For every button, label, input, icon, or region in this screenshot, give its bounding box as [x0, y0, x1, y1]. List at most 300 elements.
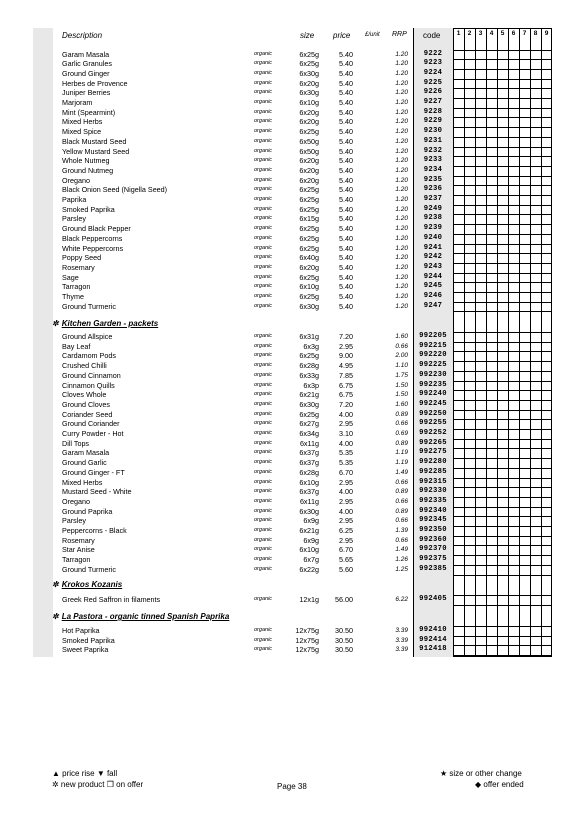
organic-label: organic: [254, 196, 273, 202]
product-description: Black Onion Seed (Nigella Seed): [62, 185, 168, 195]
product-code: 9232: [423, 146, 443, 155]
organic-label: organic: [254, 536, 273, 543]
grid-column-number: 9: [544, 30, 549, 37]
product-description: Smoked Paprika: [62, 635, 115, 645]
product-size: 6x20g: [299, 107, 319, 117]
grid-hline: [453, 311, 552, 312]
grid-hline: [453, 605, 552, 606]
product-price: 5.40: [339, 243, 353, 253]
header-unit: £/unit: [365, 32, 380, 38]
grid-column-number: 1: [456, 30, 461, 37]
product-size: 6x20g: [299, 117, 319, 127]
product-price: 4.00: [339, 409, 353, 419]
product-description: Ground Ginger - FT: [62, 467, 125, 477]
product-price: 5.40: [339, 233, 353, 243]
product-rrp: 1.20: [395, 147, 408, 155]
product-code: 9249: [423, 204, 443, 213]
product-price: 5.40: [339, 88, 353, 98]
organic-label: organic: [254, 527, 273, 533]
grid-column-number: 8: [533, 30, 538, 37]
product-code: 9237: [423, 195, 443, 203]
legend-price-change: ▲ price rise ▼ fall: [52, 769, 118, 778]
organic-label: organic: [254, 546, 273, 553]
product-size: 6x30g: [299, 301, 319, 311]
organic-label: organic: [254, 352, 273, 359]
product-code: 992405: [419, 595, 447, 603]
grid-column-number: 2: [467, 30, 472, 37]
product-size: 6x25g: [299, 351, 319, 361]
section-heading: [52, 580, 122, 589]
product-row: [0, 439, 585, 449]
product-size: 6x30g: [299, 399, 319, 409]
product-description: Oregano: [62, 496, 90, 506]
product-code: 992245: [419, 399, 447, 408]
product-size: 6x21g: [299, 526, 319, 535]
product-price: 2.95: [339, 341, 353, 351]
product-code: 992205: [419, 332, 447, 340]
product-size: 6x40g: [299, 253, 319, 263]
product-size: 6x25g: [299, 49, 319, 59]
organic-label: organic: [254, 596, 273, 602]
product-row: [0, 371, 585, 381]
product-description: Crushed Chilli: [62, 361, 107, 371]
product-price: 7.85: [339, 370, 353, 380]
product-code: 9231: [423, 136, 443, 145]
product-description: Ground Paprika: [62, 506, 113, 516]
product-code: 992215: [419, 341, 447, 350]
organic-label: organic: [254, 646, 273, 653]
product-row: [0, 448, 585, 458]
product-description: Curry Powder - Hot: [62, 429, 124, 438]
product-description: Thyme: [62, 292, 84, 301]
product-size: 6x28g: [299, 361, 319, 371]
product-row: [0, 224, 585, 234]
product-code: 9241: [423, 243, 443, 252]
product-code: 992252: [419, 429, 447, 437]
product-code: 992315: [419, 477, 447, 486]
product-row: [0, 645, 585, 655]
product-description: Sage: [62, 272, 79, 282]
product-code: 9240: [423, 233, 443, 242]
product-size: 6x9g: [303, 516, 319, 526]
product-rrp: 0.66: [395, 517, 408, 525]
organic-label: organic: [254, 273, 273, 280]
product-description: Smoked Paprika: [62, 204, 115, 214]
organic-label: organic: [254, 459, 273, 466]
product-size: 6x37g: [299, 487, 319, 497]
product-description: Marjoram: [62, 98, 93, 107]
product-row: [0, 507, 585, 517]
product-code: 992345: [419, 516, 447, 525]
product-size: 6x25g: [299, 243, 319, 253]
organic-label: organic: [254, 283, 273, 290]
product-code: 9234: [423, 165, 443, 174]
product-price: 5.40: [339, 282, 353, 292]
product-rrp: 1.20: [395, 176, 408, 184]
product-size: 6x27g: [299, 419, 319, 429]
product-code: 992225: [419, 361, 447, 370]
product-description: Garam Masala: [62, 448, 110, 458]
product-row: [0, 410, 585, 420]
product-rrp: 3.39: [395, 646, 408, 654]
product-price: 30.50: [335, 645, 353, 655]
legend-offer-ended: ◆ offer ended: [475, 780, 524, 789]
organic-label: organic: [254, 302, 273, 309]
product-price: 30.50: [335, 626, 353, 635]
product-rrp: 0.66: [395, 536, 408, 544]
product-rrp: 1.20: [395, 205, 408, 213]
product-size: 6x10g: [299, 282, 319, 292]
product-code: 9222: [423, 49, 443, 58]
product-rrp: 1.50: [395, 381, 408, 389]
product-description: White Peppercorns: [62, 243, 124, 253]
organic-label: organic: [254, 60, 273, 67]
product-description: Whole Nutmeg: [62, 156, 110, 166]
product-rrp: 1.20: [395, 137, 408, 145]
organic-label: organic: [254, 254, 273, 261]
product-size: 6x28g: [299, 467, 319, 477]
product-price: 5.40: [339, 175, 353, 185]
product-size: 6x50g: [299, 146, 319, 156]
product-description: Ground Coriander: [62, 419, 120, 429]
product-price: 5.40: [339, 165, 353, 175]
product-size: 6x11g: [299, 438, 319, 448]
organic-label: organic: [254, 215, 273, 222]
legend-size-change: ★ size or other change: [440, 769, 522, 778]
organic-label: organic: [254, 556, 273, 563]
organic-label: organic: [254, 517, 273, 524]
product-price: 7.20: [339, 332, 353, 341]
product-size: 6x11g: [299, 496, 319, 506]
product-description: Mixed Spice: [62, 127, 102, 137]
section-heading: [52, 612, 229, 621]
product-description: Parsley: [62, 214, 86, 224]
product-row: [0, 79, 585, 89]
product-row: [0, 419, 585, 429]
product-row: [0, 545, 585, 555]
product-description: Ground Allspice: [62, 332, 113, 341]
product-price: 4.00: [339, 487, 353, 497]
product-rrp: 1.39: [395, 527, 408, 534]
product-description: Rosemary: [62, 535, 95, 545]
organic-label: organic: [254, 225, 273, 232]
product-size: 6x37g: [299, 458, 319, 468]
organic-label: organic: [254, 391, 273, 398]
product-code: 992220: [419, 351, 447, 360]
product-price: 6.70: [339, 545, 353, 555]
product-size: 6x50g: [299, 136, 319, 146]
product-rrp: 1.20: [395, 128, 408, 136]
product-row: [0, 302, 585, 312]
product-row: [0, 117, 585, 127]
product-code: 9242: [423, 253, 443, 262]
product-rrp: 3.39: [395, 627, 408, 634]
organic-label: organic: [254, 166, 273, 173]
product-rrp: 1.20: [395, 50, 408, 58]
product-row: [0, 516, 585, 526]
product-code: 992235: [419, 380, 447, 389]
organic-label: organic: [254, 157, 273, 164]
product-code: 9243: [423, 262, 443, 271]
product-code: 9236: [423, 185, 443, 194]
product-size: 6x25g: [299, 195, 319, 204]
grid-column-number: 7: [522, 30, 527, 37]
product-rrp: 1.20: [395, 166, 408, 174]
product-row: [0, 555, 585, 565]
product-size: 6x25g: [299, 185, 319, 195]
product-description: Ground Black Pepper: [62, 224, 131, 234]
product-description: Cloves Whole: [62, 390, 107, 400]
product-price: 9.00: [339, 351, 353, 361]
product-row: [0, 458, 585, 468]
product-price: 5.40: [339, 292, 353, 301]
product-description: Mixed Herbs: [62, 117, 103, 127]
product-row: [0, 108, 585, 118]
product-code: 9227: [423, 98, 443, 106]
product-code: 9247: [423, 301, 443, 310]
product-code: 9245: [423, 282, 443, 291]
product-code: 9226: [423, 88, 443, 97]
product-rrp: 1.19: [395, 459, 408, 467]
product-row: [0, 127, 585, 137]
product-rrp: 1.20: [395, 79, 408, 87]
grid-hline: [453, 575, 552, 576]
product-row: [0, 88, 585, 98]
organic-label: organic: [254, 410, 273, 417]
product-price: 6.25: [339, 526, 353, 535]
product-rrp: 1.49: [395, 546, 408, 554]
product-code: 992385: [419, 564, 447, 573]
product-row: [0, 50, 585, 60]
product-row: [0, 137, 585, 147]
product-description: Ground Cinnamon: [62, 370, 121, 380]
product-price: 5.40: [339, 224, 353, 234]
organic-label: organic: [254, 478, 273, 485]
product-price: 5.35: [339, 448, 353, 458]
product-row: [0, 390, 585, 400]
product-size: 6x30g: [299, 68, 319, 78]
product-size: 6x33g: [299, 370, 319, 380]
product-code: 9223: [423, 59, 443, 68]
organic-label: organic: [254, 176, 273, 183]
product-description: Tarragon: [62, 282, 91, 292]
product-row: [0, 263, 585, 273]
product-row: [0, 468, 585, 478]
product-rrp: 1.20: [395, 89, 408, 97]
product-price: 2.95: [339, 496, 353, 506]
product-description: Yellow Mustard Seed: [62, 146, 130, 156]
product-rrp: 1.49: [395, 468, 408, 476]
product-row: [0, 176, 585, 186]
organic-label: organic: [254, 244, 273, 251]
product-description: Star Anise: [62, 545, 95, 555]
product-rrp: 1.50: [395, 391, 408, 399]
product-size: 12x75g: [295, 645, 319, 655]
product-description: Black Peppercorns: [62, 233, 123, 243]
product-rrp: 1.20: [395, 244, 408, 252]
product-size: 6x25g: [299, 292, 319, 301]
organic-label: organic: [254, 565, 273, 572]
product-size: 6x20g: [299, 165, 319, 175]
product-rrp: 1.20: [395, 293, 408, 300]
grid-hline: [453, 655, 552, 656]
organic-label: organic: [254, 147, 273, 154]
product-rrp: 1.60: [395, 400, 408, 408]
organic-label: organic: [254, 420, 273, 427]
product-price: 5.40: [339, 204, 353, 214]
header-rrp: RRP: [392, 31, 407, 38]
product-size: 6x20g: [299, 156, 319, 166]
section-title: Krokos Kozanis: [61, 580, 123, 589]
product-price: 5.65: [339, 555, 353, 565]
product-rrp: 1.20: [395, 196, 408, 203]
product-price: 5.40: [339, 156, 353, 166]
product-price: 5.60: [339, 564, 353, 574]
organic-label: organic: [254, 293, 273, 299]
product-description: Oregano: [62, 175, 90, 185]
product-price: 5.40: [339, 78, 353, 88]
organic-label: organic: [254, 89, 273, 96]
organic-label: organic: [254, 137, 273, 144]
product-row: [0, 205, 585, 215]
product-code: 9239: [423, 224, 443, 233]
organic-label: organic: [254, 333, 273, 339]
product-rrp: 1.20: [395, 60, 408, 68]
product-description: Ground Ginger: [62, 68, 110, 78]
product-rrp: 1.20: [395, 273, 408, 281]
organic-label: organic: [254, 430, 273, 436]
product-price: 7.20: [339, 399, 353, 409]
product-code: 992280: [419, 458, 447, 467]
product-code: 9244: [423, 272, 443, 281]
product-description: Dill Tops: [62, 438, 90, 448]
product-size: 6x25g: [299, 233, 319, 243]
new-product-star-icon: ✲: [52, 319, 59, 328]
organic-label: organic: [254, 186, 273, 193]
product-rrp: 6.22: [395, 596, 408, 603]
product-description: Garam Masala: [62, 49, 110, 59]
product-code: 9233: [423, 156, 443, 165]
product-row: [0, 166, 585, 176]
product-rrp: 0.89: [395, 439, 408, 447]
product-size: 6x30g: [299, 506, 319, 516]
product-size: 6x10g: [299, 477, 319, 487]
product-size: 12x75g: [295, 626, 319, 635]
header-price: price: [333, 31, 351, 40]
product-description: Ground Turmeric: [62, 564, 116, 574]
product-description: Parsley: [62, 516, 86, 526]
product-description: Ground Cloves: [62, 399, 110, 409]
legend-new-product: ✲ new product ❒ on offer: [52, 780, 144, 789]
product-rrp: 1.20: [395, 69, 408, 77]
product-rrp: 0.66: [395, 478, 408, 486]
product-description: Mixed Herbs: [62, 477, 103, 487]
product-rrp: 1.20: [395, 302, 408, 310]
product-rrp: 1.20: [395, 186, 408, 194]
product-size: 6x7g: [303, 555, 319, 565]
product-row: [0, 273, 585, 283]
product-row: [0, 244, 585, 254]
product-price: 5.40: [339, 98, 353, 107]
product-size: 6x15g: [299, 214, 319, 224]
product-price: 3.10: [339, 429, 353, 438]
product-code: 992330: [419, 487, 447, 496]
product-description: Hot Paprika: [62, 626, 100, 635]
product-rrp: 0.66: [395, 420, 408, 428]
organic-label: organic: [254, 234, 273, 241]
product-rrp: 1.20: [395, 108, 408, 116]
product-row: [0, 478, 585, 488]
product-price: 5.40: [339, 68, 353, 78]
product-size: 6x25g: [299, 204, 319, 214]
organic-label: organic: [254, 69, 273, 76]
product-code: 992230: [419, 370, 447, 379]
grid-column-number: 3: [478, 30, 483, 37]
product-row: [0, 351, 585, 361]
product-price: 5.40: [339, 107, 353, 117]
product-price: 5.40: [339, 59, 353, 69]
product-row: [0, 292, 585, 302]
product-rrp: 0.66: [395, 342, 408, 350]
organic-label: organic: [254, 342, 273, 349]
product-rrp: 1.20: [395, 215, 408, 223]
product-row: [0, 214, 585, 224]
product-description: Coriander Seed: [62, 409, 113, 419]
product-row: [0, 195, 585, 205]
product-price: 5.40: [339, 262, 353, 272]
product-price: 56.00: [335, 595, 353, 604]
product-price: 4.00: [339, 506, 353, 516]
product-size: 6x20g: [299, 262, 319, 272]
new-product-star-icon: ✲: [52, 580, 59, 589]
product-size: 6x20g: [299, 175, 319, 185]
organic-label: organic: [254, 636, 273, 643]
product-price: 6.75: [339, 390, 353, 400]
product-row: [0, 565, 585, 575]
product-row: [0, 429, 585, 439]
grid-column-number: 4: [489, 30, 494, 37]
product-code: 992375: [419, 555, 447, 564]
product-row: [0, 497, 585, 507]
product-size: 6x9g: [303, 535, 319, 545]
organic-label: organic: [254, 128, 273, 135]
organic-label: organic: [254, 400, 273, 407]
organic-label: organic: [254, 50, 273, 57]
product-price: 2.95: [339, 477, 353, 487]
product-description: Mint (Spearmint): [62, 107, 116, 117]
product-description: Ground Garlic: [62, 458, 107, 468]
product-size: 6x25g: [299, 59, 319, 69]
product-rrp: 1.20: [395, 254, 408, 262]
product-row: [0, 234, 585, 244]
product-size: 6x31g: [299, 332, 319, 341]
product-code: 992335: [419, 496, 447, 505]
product-description: Peppercorns - Black: [62, 526, 127, 535]
product-price: 5.40: [339, 117, 353, 127]
product-price: 2.95: [339, 516, 353, 526]
product-code: 9228: [423, 107, 443, 116]
product-row: [0, 487, 585, 497]
product-price: 6.70: [339, 467, 353, 477]
product-size: 6x30g: [299, 88, 319, 98]
header-description: Description: [62, 31, 103, 40]
product-size: 6x25g: [299, 127, 319, 137]
product-price: 5.40: [339, 214, 353, 224]
product-price: 5.40: [339, 272, 353, 282]
product-size: 6x10g: [299, 98, 319, 107]
product-code: 992414: [419, 635, 447, 644]
organic-label: organic: [254, 108, 273, 115]
